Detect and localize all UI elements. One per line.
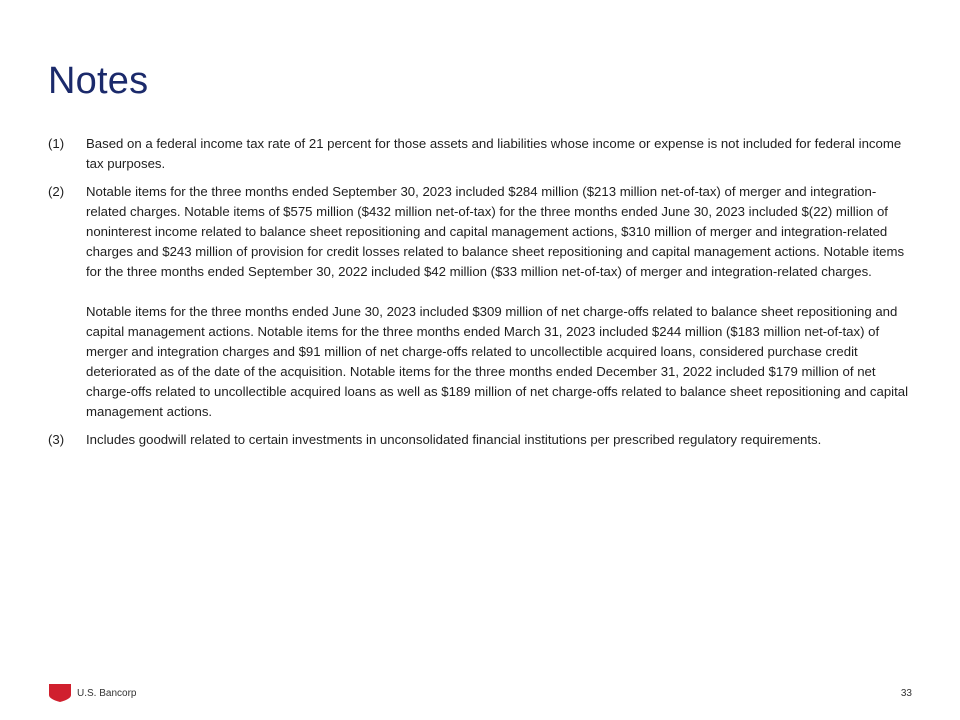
note-number: (3) xyxy=(48,432,65,447)
note-text: Includes goodwill related to certain investments in unconsolidated financial institutions per prescribed regulatory requirements. xyxy=(86,432,822,447)
note-item-2 xyxy=(48,182,914,422)
notes-list xyxy=(48,134,914,458)
page-title: Notes xyxy=(48,60,149,102)
shield-logo-icon xyxy=(49,684,71,702)
note-text: Based on a federal income tax rate of 21 percent for those assets and liabilities whose income or expense is not included for federal income tax purposes. xyxy=(86,136,902,171)
note-item-1 xyxy=(48,134,914,174)
note-text: Notable items for the three months ended September 30, 2023 included $284 million ($213 million net-of-tax) of merger and integration-related charges. Notable items of $575 million ($432 million net-of-tax) for the three months ended June 30, 2023 included $(22) million of noninterest income related to balance sheet repositioning and capital management actions, $310 million of merger and integration-related charges and $243 million of provision for credit losses related to balance sheet repositioning and capital management actions. Notable items for the three months ended September 30, 2022 included $42 million ($33 million net-of-tax) of merger and integration-related charges. xyxy=(86,184,905,279)
note-text-continuation: Notable items for the three months ended June 30, 2023 included $309 million of net charge-offs related to balance sheet repositioning and capital management actions. Notable items for the three months ended March 31, 2023 included $244 million ($183 million net-of-tax) of merger and integration charges and $91 million of net charge-offs related to uncollectible acquired loans, considered purchase credit deteriorated as of the date of the acquisition. Notable items for the three months ended December 31, 2022 included $179 million of net charge-offs related to uncollectible acquired loans as well as $189 million of net charge-offs related to balance sheet repositioning and capital management actions. xyxy=(86,304,909,419)
page-number: 33 xyxy=(900,688,912,699)
note-item-3 xyxy=(48,430,914,450)
note-number: (2) xyxy=(48,184,65,199)
footer-logo xyxy=(49,684,136,702)
brand-name: U.S. Bancorp xyxy=(77,687,137,699)
note-number: (1) xyxy=(48,136,65,151)
